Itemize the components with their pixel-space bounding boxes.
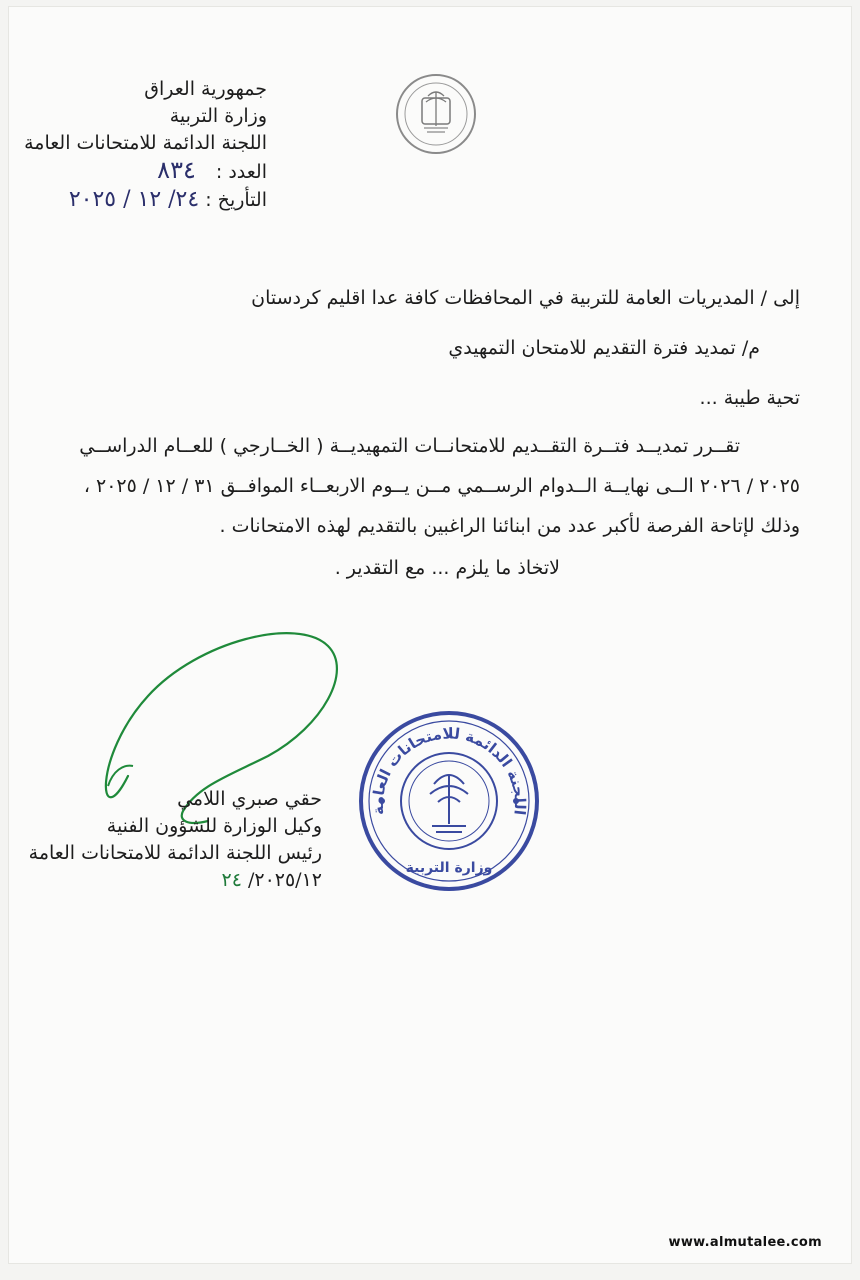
date-label: التأريخ : [205, 189, 267, 211]
recipient-line: إلى / المديريات العامة للتربية في المحافظات كافة عدا اقليم كردستان [251, 287, 800, 309]
body-line-3: وذلك لإتاحة الفرصة لأكبر عدد من ابنائنا الراغبين بالتقديم لهذه الامتحانات . [219, 515, 800, 537]
body-line-2: ٢٠٢٥ / ٢٠٢٦ الــى نهايــة الــدوام الرســمي مــن يــوم الاربعــاء الموافــق ٣١ / ١٢ / ٢٠٢٥ ، [83, 475, 800, 497]
subject-line: م/ تمديد فترة التقديم للامتحان التمهيدي [448, 337, 760, 359]
site-watermark: www.almutalee.com [668, 1235, 822, 1250]
date-value: ٢٤/ ١٢ / ٢٠٢٥ [68, 187, 200, 212]
committee-stamp-icon [354, 706, 544, 896]
reference-date [0, 186, 267, 214]
signatory-name: حقي صبري اللامي [177, 788, 322, 810]
committee-name: اللجنة الدائمة للامتحانات العامة [24, 132, 267, 154]
signatory-title-1: وكيل الوزارة للشؤون الفنية [106, 815, 322, 837]
letter-page [8, 6, 852, 1264]
stamp-bottom-text: وزارة التربية [405, 860, 493, 876]
letterhead [0, 76, 267, 214]
signature-date-day: ٢٤ [221, 869, 242, 891]
signature-date-rest: ٢٠٢٥/١٢/ [241, 869, 322, 891]
reference-number [0, 157, 267, 186]
signatory-title-2: رئيس اللجنة الدائمة للامتحانات العامة [28, 842, 322, 864]
closing-line: لاتخاذ ما يلزم ... مع التقدير . [334, 557, 560, 579]
ministry-emblem-icon [394, 72, 478, 156]
signature-date [22, 867, 322, 894]
letter-body [48, 278, 800, 588]
republic-name: جمهورية العراق [144, 78, 267, 100]
greeting: تحية طيبة ... [699, 387, 800, 409]
signature-block [22, 786, 322, 894]
body-line-1: تقــرر تمديــد فتــرة التقــديم للامتحانــات التمهيديــة ( الخــارجي ) للعــام الدراســي [79, 435, 740, 457]
number-label: العدد : [215, 161, 267, 183]
stamp-ring-text: اللجنة الدائمة للامتحانات العامة [368, 724, 530, 817]
ministry-name: وزارة التربية [169, 105, 267, 127]
number-value: ٨٣٤ [157, 156, 196, 184]
